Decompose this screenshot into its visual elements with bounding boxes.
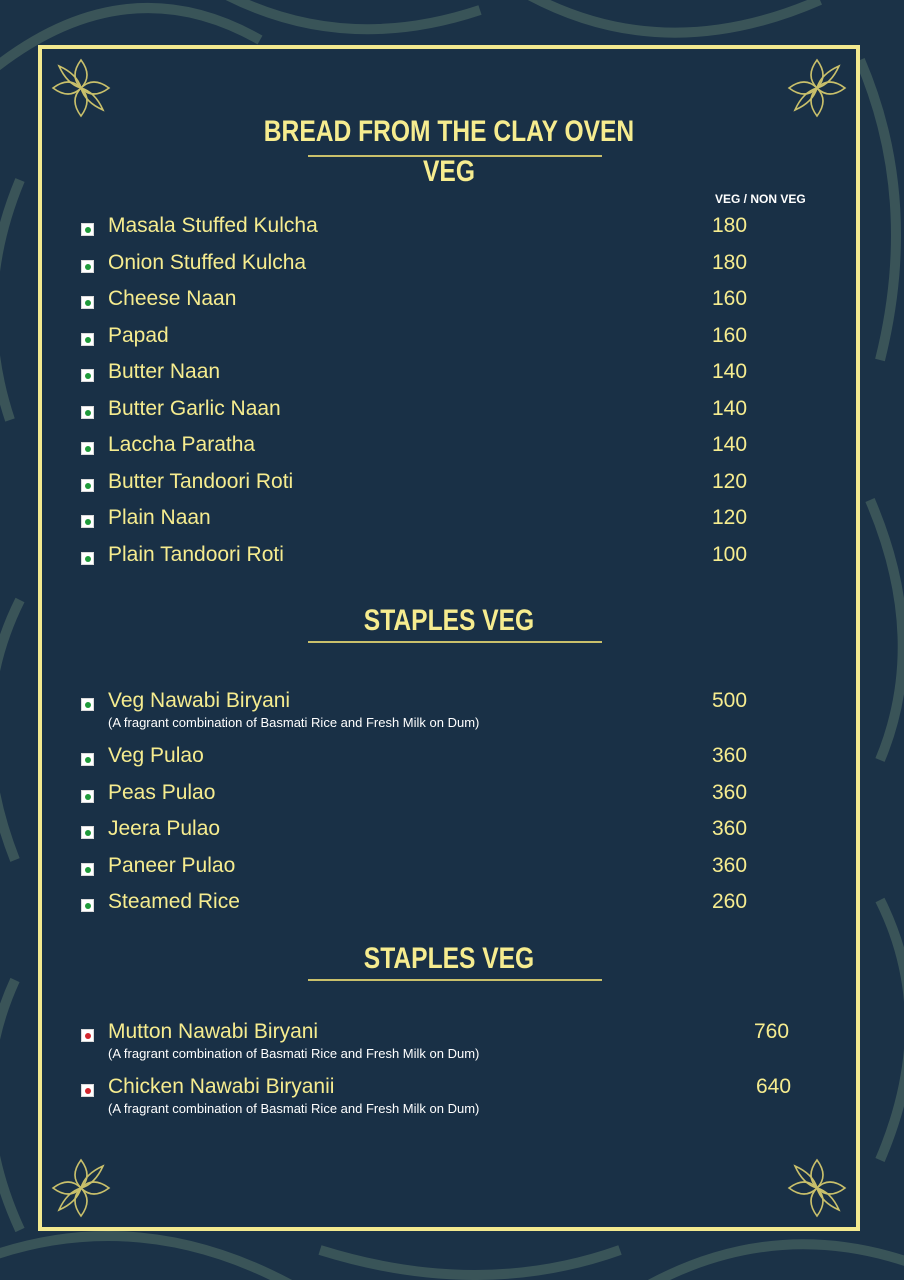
item-name: Veg Pulao — [108, 744, 204, 767]
veg-icon — [81, 296, 94, 309]
item-price: 360 — [712, 744, 748, 767]
item-name: Laccha Paratha — [108, 433, 256, 456]
item-name: Chicken Nawabi Biryanii — [108, 1075, 335, 1098]
section-title-breads: BREAD FROM THE CLAY OVEN — [263, 115, 635, 148]
veg-icon — [81, 552, 94, 565]
item-name: Mutton Nawabi Biryani — [108, 1020, 319, 1043]
item-name: Plain Naan — [108, 506, 211, 529]
item-price: 140 — [712, 397, 748, 420]
item-name: Papad — [108, 324, 169, 347]
item-description: (A fragrant combination of Basmati Rice and Fresh Milk on Dum) — [108, 1046, 480, 1061]
section-divider — [308, 641, 602, 643]
item-price: 760 — [754, 1020, 790, 1043]
corner-ornament-icon — [49, 56, 113, 120]
item-name: Peas Pulao — [108, 781, 216, 804]
item-name: Veg Nawabi Biryani — [108, 689, 291, 712]
item-price: 360 — [712, 817, 748, 840]
veg-icon — [81, 333, 94, 346]
veg-icon — [81, 826, 94, 839]
item-price: 140 — [712, 433, 748, 456]
section-title-staples-veg: STAPLES VEG — [363, 604, 535, 637]
item-price: 160 — [712, 287, 748, 310]
item-price: 160 — [712, 324, 748, 347]
veg-icon — [81, 515, 94, 528]
item-name: Cheese Naan — [108, 287, 237, 310]
item-name: Jeera Pulao — [108, 817, 221, 840]
item-price: 120 — [712, 470, 748, 493]
veg-icon — [81, 260, 94, 273]
corner-ornament-icon — [785, 1156, 849, 1220]
menu-frame — [38, 45, 860, 1231]
veg-icon — [81, 753, 94, 766]
item-name: Butter Tandoori Roti — [108, 470, 294, 493]
item-name: Plain Tandoori Roti — [108, 543, 284, 566]
item-name: Masala Stuffed Kulcha — [108, 214, 318, 237]
item-name: Paneer Pulao — [108, 854, 236, 877]
item-price: 640 — [756, 1075, 792, 1098]
item-price: 360 — [712, 781, 748, 804]
veg-icon — [81, 479, 94, 492]
item-name: Butter Garlic Naan — [108, 397, 281, 420]
item-description: (A fragrant combination of Basmati Rice and Fresh Milk on Dum) — [108, 1101, 480, 1116]
item-price: 120 — [712, 506, 748, 529]
veg-icon — [81, 863, 94, 876]
item-price: 360 — [712, 854, 748, 877]
item-price: 180 — [712, 251, 748, 274]
veg-icon — [81, 899, 94, 912]
corner-ornament-icon — [49, 1156, 113, 1220]
item-name: Onion Stuffed Kulcha — [108, 251, 307, 274]
veg-icon — [81, 406, 94, 419]
veg-icon — [81, 442, 94, 455]
nonveg-icon — [81, 1029, 94, 1042]
item-price: 500 — [712, 689, 748, 712]
nonveg-icon — [81, 1084, 94, 1097]
item-name: Steamed Rice — [108, 890, 240, 913]
veg-icon — [81, 223, 94, 236]
item-price: 100 — [712, 543, 748, 566]
veg-icon — [81, 698, 94, 711]
section-subtitle-veg: VEG — [423, 155, 475, 188]
item-price: 140 — [712, 360, 748, 383]
item-price: 260 — [712, 890, 748, 913]
corner-ornament-icon — [785, 56, 849, 120]
veg-icon — [81, 369, 94, 382]
item-description: (A fragrant combination of Basmati Rice and Fresh Milk on Dum) — [108, 715, 480, 730]
item-name: Butter Naan — [108, 360, 221, 383]
item-price: 180 — [712, 214, 748, 237]
veg-icon — [81, 790, 94, 803]
veg-nonveg-column-label: VEG / NON VEG — [715, 192, 806, 206]
section-title-staples-nonveg: STAPLES VEG — [363, 942, 535, 975]
section-divider — [308, 979, 602, 981]
